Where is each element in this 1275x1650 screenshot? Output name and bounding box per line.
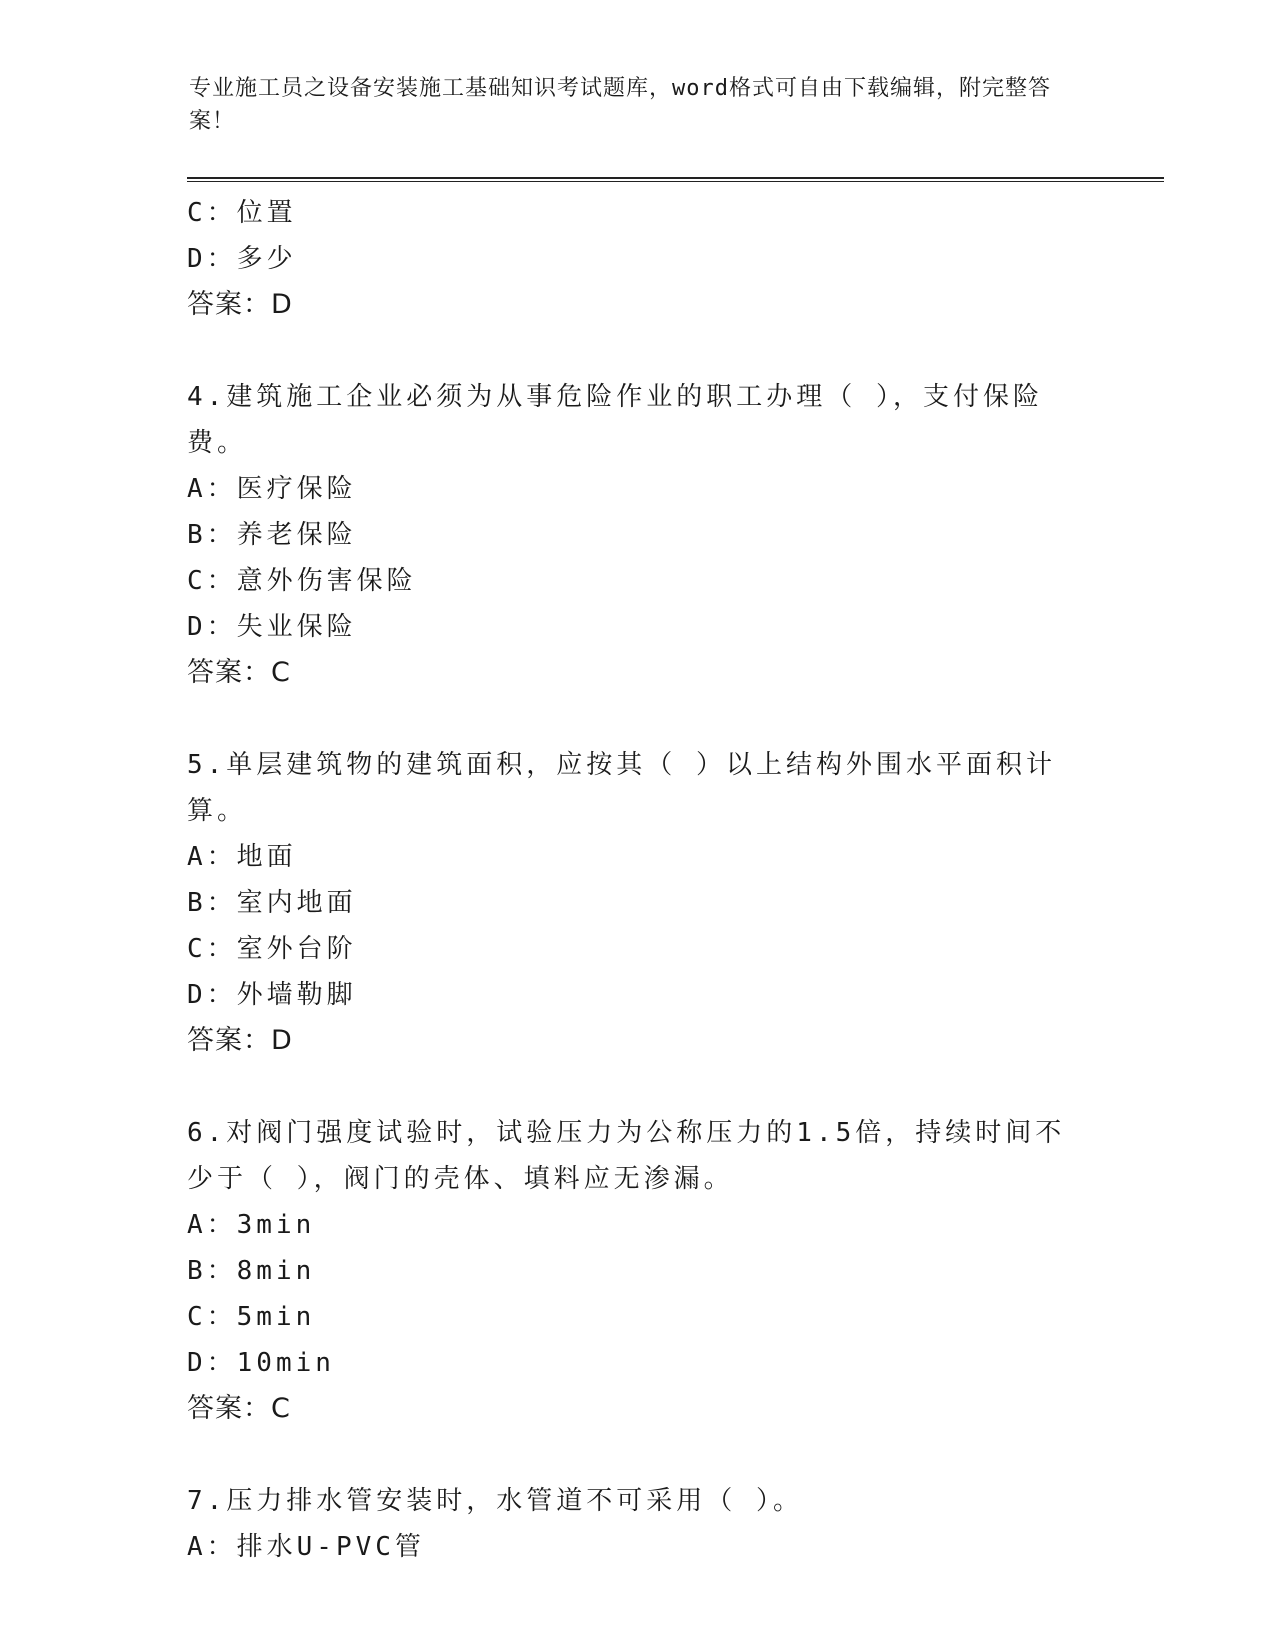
- document-header: 专业施工员之设备安装施工基础知识考试题库，word格式可自由下载编辑，附完整答案！: [189, 76, 1051, 134]
- spacer: [187, 696, 1087, 742]
- answer: 答案：C: [187, 657, 291, 688]
- document-body: [187, 190, 1087, 1570]
- option-b: B：8min: [187, 1256, 316, 1286]
- question-text: 6.对阀门强度试验时，试验压力为公称压力的1.5倍，持续时间不少于（ ），阀门的壳体、填料应无渗漏。: [187, 1118, 1066, 1194]
- question-6: [187, 1110, 1087, 1432]
- option-c: C：室外台阶: [187, 934, 357, 964]
- option-c: C：位置: [187, 198, 297, 228]
- question-text: 4.建筑施工企业必须为从事危险作业的职工办理（ ），支付保险费。: [187, 382, 1043, 458]
- option-a: A：3min: [187, 1210, 316, 1240]
- option-d: D：失业保险: [187, 612, 357, 642]
- question-4: [187, 374, 1087, 696]
- spacer: [187, 1432, 1087, 1478]
- option-a: A：排水U-PVC管: [187, 1532, 425, 1562]
- option-d: D：外墙勒脚: [187, 980, 357, 1010]
- question-7: [187, 1478, 1087, 1570]
- question-5: [187, 742, 1087, 1064]
- option-b: B：养老保险: [187, 520, 357, 550]
- option-c: C：5min: [187, 1302, 316, 1332]
- answer: 答案：C: [187, 1393, 291, 1424]
- question-text: 5.单层建筑物的建筑面积，应按其（ ）以上结构外围水平面积计算。: [187, 750, 1056, 826]
- header-divider: [187, 177, 1164, 182]
- answer: 答案：D: [187, 1025, 293, 1056]
- option-a: A：地面: [187, 842, 297, 872]
- option-b: B：室内地面: [187, 888, 357, 918]
- option-a: A：医疗保险: [187, 474, 357, 504]
- spacer: [187, 328, 1087, 374]
- question-text: 7.压力排水管安装时，水管道不可采用（ ）。: [187, 1486, 803, 1516]
- option-d: D：10min: [187, 1348, 335, 1378]
- option-d: D：多少: [187, 244, 297, 274]
- option-c: C：意外伤害保险: [187, 566, 417, 596]
- question-3-continued: [187, 190, 1087, 328]
- spacer: [187, 1064, 1087, 1110]
- answer: 答案：D: [187, 289, 293, 320]
